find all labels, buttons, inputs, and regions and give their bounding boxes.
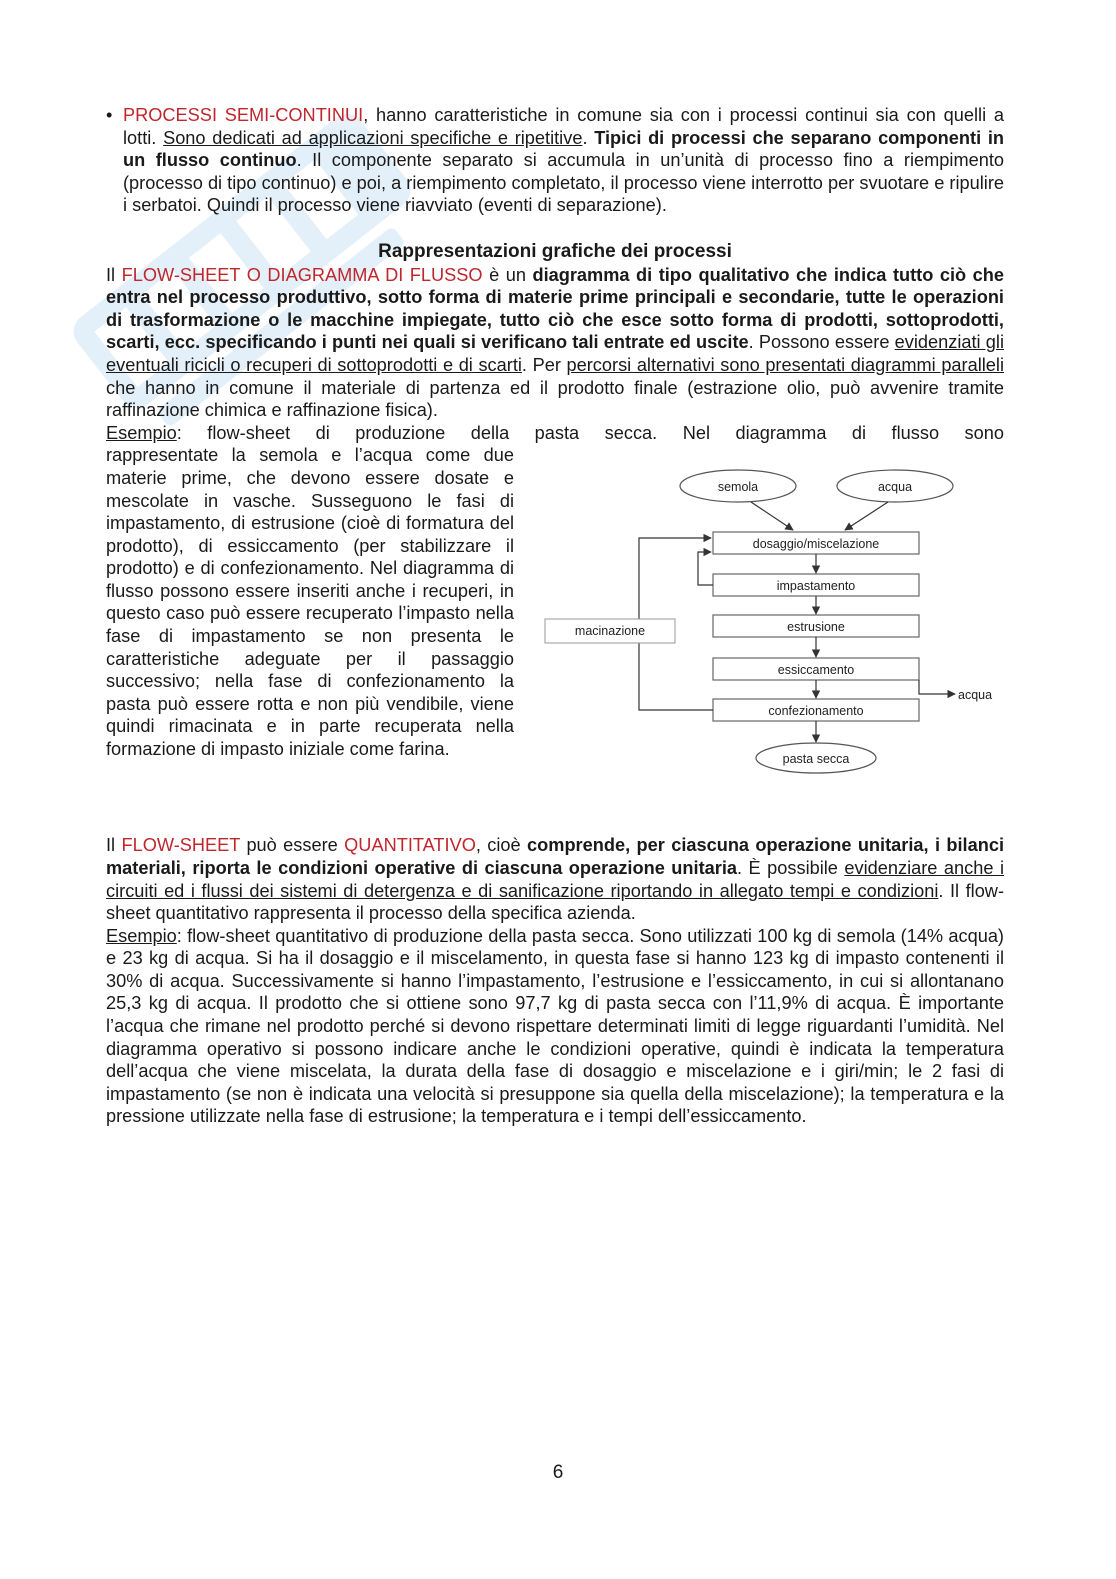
- bullet-text-2: .: [582, 127, 595, 148]
- para1-bold: diagramma di tipo qualitativo che indica tutto ciò che entra nel processo produttivo, sotto forma di materie prime principali e secondarie, tutte le operazioni di trasformazione o le macchine impiegate, tutto ciò che esce sotto forma di prodotti, sottoprodotti, scarti, ecc. specificando i punti nei quali si verificano tali entrate ed uscite: [106, 264, 1004, 353]
- para1-text-2: . Possono essere: [748, 332, 895, 353]
- term-semi-continui: PROCESSI SEMI-CONTINUI: [123, 105, 364, 125]
- paragraph-flow-sheet: [106, 264, 1004, 422]
- water-out-arrow: [919, 680, 955, 694]
- paragraph-flow-sheet-quantitativo: [106, 834, 1004, 924]
- example2-paragraph: [106, 925, 1004, 1128]
- product-label: pasta secca: [782, 752, 850, 767]
- para1-text-3: . Per: [521, 354, 567, 375]
- input-acqua-label: acqua: [877, 480, 913, 495]
- term-flow-sheet: FLOW-SHEET O DIAGRAMMA DI FLUSSO: [121, 264, 483, 285]
- para2-bold: comprende, per ciascuna operazione unitaria, i bilanci materiali, riporta le condizioni operative di ciascuna operazione unitaria: [106, 835, 1004, 878]
- bullet-bold: Tipici di processi che separano componenti in un flusso continuo: [123, 127, 1004, 171]
- example2-label: Esempio: [106, 925, 177, 946]
- bullet-text-1: , hanno caratteristiche in comune sia con i processi continui sia con quelli a lotti.: [123, 105, 1004, 148]
- para1-underlined-2: percorsi alternativi sono presentati diagrammi paralleli: [566, 354, 1004, 375]
- example1-first-text: : flow-sheet di produzione della pasta secca. Nel diagramma di flusso sono: [176, 422, 1004, 443]
- page-number: 6: [552, 1462, 564, 1483]
- para2-text-3: . È possibile: [737, 857, 845, 878]
- example1-body: rappresentate la semola e l’acqua come due materie prime, che devono essere dosate e mescolate in vasche. Susseguono le fasi di impastamento, di estrusione (cioè di formatura del prodotto), di essiccamento (per stabilizzare il prodotto) e di confezionamento. Nel diagramma di flusso possono essere inseriti anche i recuperi, in questo caso può essere recuperato l’impasto nella fase di impastamento se non presenta le caratteristiche adeguate per il passaggio successivo; nella fase di confezionamento la pasta può essere rotta e non più vendibile, viene quindi rimacinata e in parte recuperata nella formazione di impasto iniziale come farina.: [106, 445, 514, 760]
- example1-block: [106, 444, 1004, 810]
- step-estrusione-label: estrusione: [787, 620, 845, 635]
- para1-text-1: è un: [482, 264, 533, 285]
- bullet-semi-continui: [106, 104, 1004, 217]
- para1-intro: Il: [106, 264, 122, 285]
- step-essiccamento-label: essiccamento: [777, 663, 855, 678]
- example2-text: : flow-sheet quantitativo di produzione della pasta secca. Sono utilizzati 100 kg di semola (14% acqua) e 23 kg di acqua. Si ha il dosaggio e il miscelamento, in questa fase si hanno 123 kg di impasto contenenti il 30% di acqua. Successivamente si hanno l’impastamento, l’estrusione e l’essiccamento, in cui si allontanano 25,3 kg di acqua. Il prodotto che si ottiene sono 97,7 kg di pasta secca con l’11,9% di acqua. È importante l’acqua che rimane nel prodotto perché si devono rispettare determinati limiti di legge riguardanti l’umidità. Nel diagramma operativo si possono indicare anche le condizioni operative, quindi è indicata la temperatura dell’acqua che viene miscelata, la durata della fase di dosaggio e miscelazione e i giri/min; le 2 fasi di impastamento (se non è indicata una velocità si presuppone sia quella della miscelazione); la temperatura e la pressione utilizzate nella fase di estrusione; la temperatura e i tempi dell’essiccamento.: [106, 925, 1004, 1127]
- para1-underlined-1: evidenziati gli eventuali ricicli o recuperi di sottoprodotti e di scarti: [106, 332, 1004, 375]
- para2-text-4: . Il flow-sheet quantitativo rappresenta il processo della specifica azienda.: [106, 880, 1004, 924]
- bullet-text-3: . Il componente separato si accumula in un’unità di processo fino a riempimento (processo di tipo continuo) e poi, a riempimento completato, il processo viene interrotto per svuotare e ripulire i serbatoi. Quindi il processo viene riavviato (eventi di separazione).: [123, 150, 1004, 216]
- flow-diagram: [543, 456, 1005, 786]
- recycle-impastamento-arrow: [698, 552, 713, 585]
- example1-first-line: [106, 422, 1004, 445]
- term-flow-sheet-2: FLOW-SHEET: [121, 835, 241, 856]
- arrow-acqua: [845, 502, 888, 530]
- para1-text-4: che hanno in comune il materiale di partenza ed il prodotto finale (estrazione olio, può avvenire tramite raffinazione chimica e raffinazione fisica).: [106, 377, 1004, 421]
- example1-label: Esempio: [106, 422, 177, 443]
- bullet-mark: •: [106, 105, 113, 125]
- step-confezionamento-label: confezionamento: [768, 704, 864, 719]
- input-semola-label: semola: [717, 480, 759, 495]
- section-heading: Rappresentazioni grafiche dei processi: [378, 240, 732, 262]
- step-dosaggio-label: dosaggio/miscelazione: [752, 537, 880, 552]
- water-out-label: acqua: [958, 688, 993, 703]
- para2-underlined: evidenziare anche i circuiti ed i flussi dei sistemi di detergenza e di sanificazione riportando in allegato tempi e condizioni: [106, 857, 1004, 901]
- bullet-underlined: Sono dedicati ad applicazioni specifiche e ripetitive: [163, 127, 583, 148]
- step-impastamento-label: impastamento: [776, 579, 856, 594]
- para2-text-1: può essere: [240, 835, 345, 856]
- term-quantitativo: QUANTITATIVO: [344, 835, 476, 856]
- page-content: [106, 104, 1004, 1128]
- arrow-semola: [751, 502, 793, 530]
- recycle-macinazione-label: macinazione: [574, 624, 646, 639]
- para2-text-2: , cioè: [475, 835, 528, 856]
- para2-intro: Il: [106, 835, 122, 856]
